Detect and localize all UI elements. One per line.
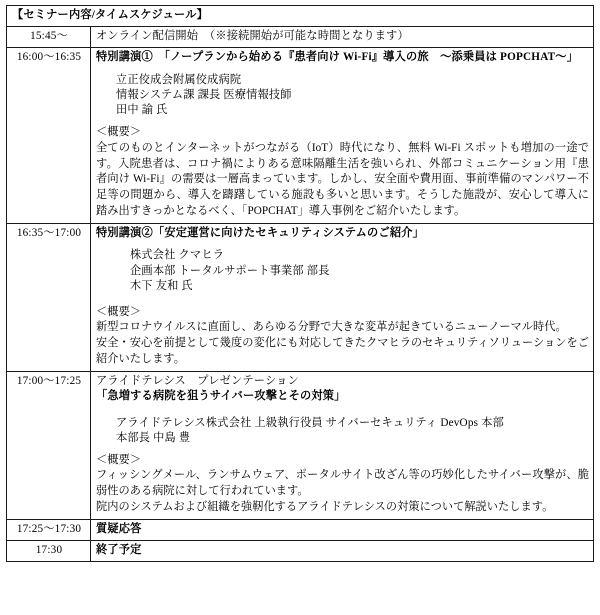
spacer <box>96 118 589 125</box>
qa-text: 質疑応答 <box>96 522 142 535</box>
table-row-session-3 <box>7 372 594 520</box>
content-cell-4 <box>91 372 594 520</box>
session-2-title: 特別講演②「安定運営に向けたセキュリティシステムのご紹介」 <box>96 227 424 240</box>
stream-start-text: オンライン配信開始 （※接続開始が可能な時間となります） <box>96 30 409 43</box>
table-row-stream-start <box>7 27 594 48</box>
spacer <box>96 405 589 412</box>
session-2-summary: 新型コロナウイルスに直面し、あらゆる分野で大きな変革が起きているニューノーマル時代。 <box>96 321 567 334</box>
content-cell-1 <box>91 27 594 48</box>
session-1-title: 特別講演① 「ノープランから始める『患者向け Wi-Fi』導入の旅 〜添乗員は POPCHAT〜」 <box>96 51 579 64</box>
session-2-affiliation-line-1: 株式会社 クマヒラ <box>130 249 225 262</box>
spacer <box>96 294 589 301</box>
content-cell-6 <box>91 541 594 562</box>
table-row-qa <box>7 519 594 540</box>
session-2-affiliation-line-2: 企画本部 トータルサポート事業部 部長 <box>130 264 330 277</box>
session-3-summary-label: ＜概要＞ <box>96 454 142 466</box>
session-1-affiliation-line-1: 立正佼成会附属佼成病院 <box>116 73 242 86</box>
content-cell-3 <box>91 224 594 372</box>
table-row-heading <box>7 6 594 27</box>
schedule-heading: 【セミナー内容/タイムスケジュール】 <box>7 6 594 27</box>
session-1-summary-label: ＜概要＞ <box>96 126 142 139</box>
table-row-session-1 <box>7 48 594 224</box>
content-cell-2 <box>91 48 594 224</box>
session-3-affiliation-line-1: アライドテレシス株式会社 上級執行役員 サイバーセキュリティ DevOps 本部 <box>116 416 504 429</box>
content-cell-5 <box>91 519 594 540</box>
spacer <box>96 446 589 453</box>
seminar-schedule-table <box>6 5 594 562</box>
session-3-title-line-1: アライドテレシス プレゼンテーション <box>96 375 299 388</box>
end-text: 終了予定 <box>96 544 142 557</box>
time-cell-4: 17:00〜17:25 <box>7 372 91 520</box>
session-1-affiliation-line-2: 情報システム課 課長 医療情報技師 <box>116 88 292 101</box>
time-cell-2: 16:00〜16:35 <box>7 48 91 224</box>
table-row-end <box>7 541 594 562</box>
session-3-title-line-2: 「急増する病院を狙うサイバー攻撃とその対策」 <box>96 390 346 403</box>
session-1-summary: 全てのものとインターネットがつながる（IoT）時代になり、無料 Wi-Fi スポットも増加の一途です。入院患者は、コロナ禍によりある意味隔離生活を強いられ、外部コミュニケーション用『患者向け Wi-Fi』の需要は一層高まっています。しかし、安全面や費用面、事前準備のマンパワー不足等の問題から、導入を躊躇している施設も多いと思います。そうした施設が、安心して導入に踏み出すきっかとなるべく、「POPCHAT」導入事例をご紹介いたします。 <box>96 141 589 218</box>
time-cell-5: 17:25〜17:30 <box>7 519 91 540</box>
session-2-summary-2: 安全・安心を前提として幾度の変化にも対応してきたクマヒラのセキュリティソリューションをご紹介いたします。 <box>96 337 589 366</box>
session-3-speaker: 本部長 中島 豊 <box>116 431 191 444</box>
session-2-speaker: 木下 友和 氏 <box>130 279 193 292</box>
session-1-speaker: 田中 諭 氏 <box>116 104 168 117</box>
time-cell-1: 15:45〜 <box>7 27 91 48</box>
time-cell-6: 17:30 <box>7 541 91 562</box>
time-cell-3: 16:35〜17:00 <box>7 224 91 372</box>
session-2-summary-label: ＜概要＞ <box>96 306 142 319</box>
table-row-session-2 <box>7 224 594 372</box>
session-3-summary-2: 院内のシステムおよび組織を強靭化するアライドテレシスの対策について解説いたします。 <box>96 501 554 514</box>
spacer <box>96 66 589 73</box>
session-3-summary: フィッシングメール、ランサムウェア、ポータルサイト改ざん等の巧妙化したサイバー攻撃が、脆弱性のある病院に対して行われています。 <box>96 469 589 498</box>
spacer <box>96 241 589 248</box>
